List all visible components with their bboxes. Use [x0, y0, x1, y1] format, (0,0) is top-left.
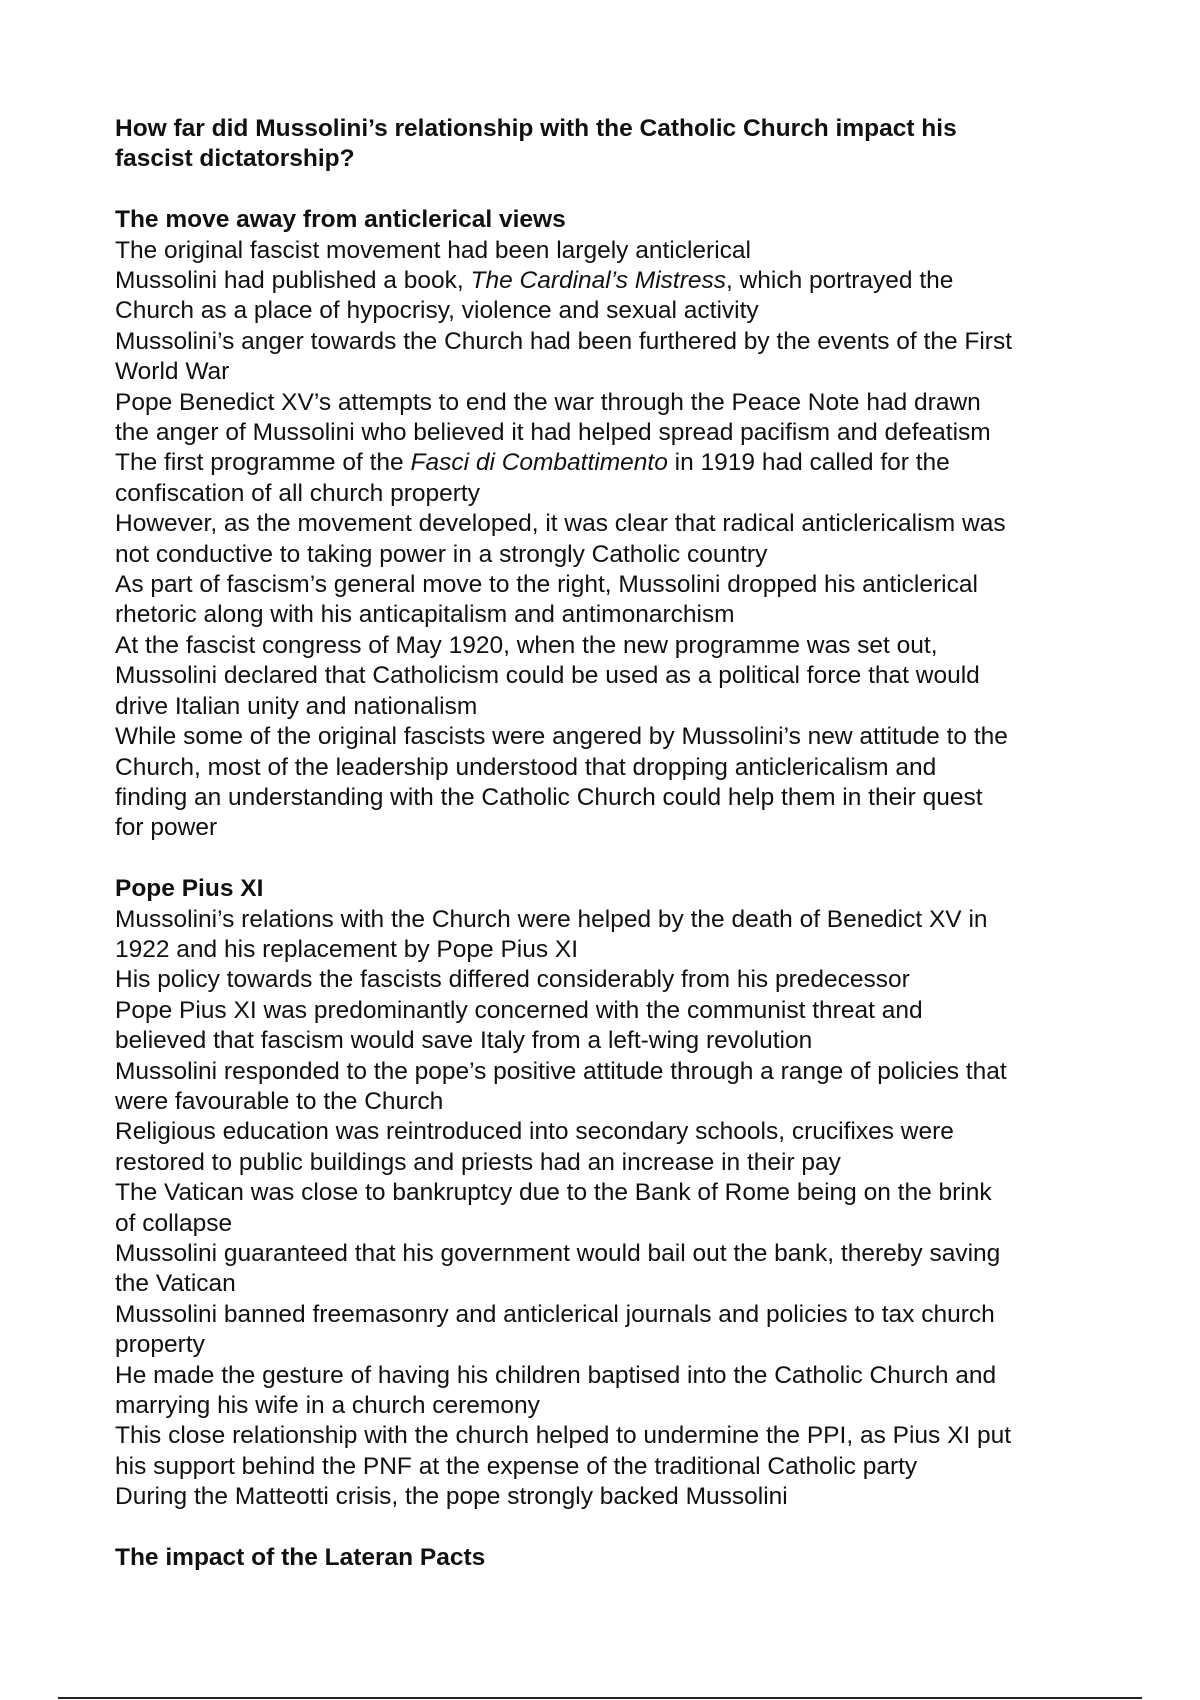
text-line	[115, 1178, 1115, 1208]
paragraph	[115, 1421, 1115, 1482]
text-line	[115, 509, 1115, 539]
text-run: His policy towards the fascists differed considerably from his predecessor	[115, 966, 910, 994]
text-line	[115, 1117, 1115, 1147]
paragraph	[115, 388, 1115, 449]
text-line	[115, 1330, 1115, 1360]
paragraph	[115, 236, 1115, 266]
text-run: Mussolini declared that Catholicism could be used as a political force that would	[115, 662, 980, 690]
text-run: The Vatican was close to bankruptcy due to the Bank of Rome being on the brink	[115, 1179, 992, 1207]
title-line: fascist dictatorship?	[115, 145, 355, 173]
text-line	[115, 1361, 1115, 1391]
text-run: in 1919 had called for the	[667, 449, 950, 477]
text-line	[115, 296, 1115, 326]
text-run: property	[115, 1331, 205, 1359]
text-run: World War	[115, 358, 230, 386]
text-run: Church as a place of hypocrisy, violence and sexual activity	[115, 297, 759, 325]
text-run: of collapse	[115, 1209, 233, 1237]
text-line	[115, 631, 1115, 661]
text-line	[115, 327, 1115, 357]
text-run: Mussolini guaranteed that his government would bail out the bank, thereby saving	[115, 1240, 1001, 1267]
text-run: confiscation of all church property	[115, 479, 480, 507]
text-run: However, as the movement developed, it was clear that radical anticlericalism was	[115, 510, 1006, 538]
text-line	[115, 1239, 1115, 1269]
paragraph	[115, 570, 1115, 631]
text-line	[115, 357, 1115, 387]
paragraph	[115, 1482, 1115, 1512]
text-run: finding an understanding with the Catholic Church could help them in their quest	[115, 783, 983, 811]
text-run: rhetoric along with his anticapitalism and antimonarchism	[115, 601, 735, 629]
text-line	[115, 418, 1115, 448]
paragraph	[115, 965, 1115, 995]
text-line	[115, 753, 1115, 783]
text-line	[115, 1026, 1115, 1056]
text-run: As part of fascism’s general move to the right, Mussolini dropped his anticlerical	[115, 571, 978, 599]
text-run: believed that fascism would save Italy from a left-wing revolution	[115, 1027, 813, 1055]
text-line	[115, 905, 1115, 935]
paragraph	[115, 266, 1115, 327]
text-run: While some of the original fascists were angered by Mussolini’s new attitude to the	[115, 723, 1008, 751]
text-run: the anger of Mussolini who believed it had helped spread pacifism and defeatism	[115, 419, 991, 447]
paragraph	[115, 509, 1115, 570]
section	[115, 205, 1115, 844]
text-run: his support behind the PNF at the expense of the traditional Catholic party	[115, 1452, 918, 1480]
text-run: , which portrayed the	[726, 267, 954, 295]
text-run: for power	[115, 814, 218, 842]
text-run: Religious education was reintroduced into secondary schools, crucifixes were	[115, 1118, 954, 1146]
text-line	[115, 1482, 1115, 1512]
text-run: Mussolini’s relations with the Church were helped by the death of Benedict XV in	[115, 905, 988, 933]
paragraph	[115, 631, 1115, 722]
text-run: Mussolini responded to the pope’s positive attitude through a range of policies that	[115, 1057, 1007, 1085]
text-line	[115, 1421, 1115, 1451]
text-line	[115, 783, 1115, 813]
text-run: He made the gesture of having his children baptised into the Catholic Church and	[115, 1361, 997, 1389]
text-line	[115, 813, 1115, 843]
text-run: During the Matteotti crisis, the pope strongly backed Mussolini	[115, 1483, 788, 1511]
document-body	[115, 205, 1115, 1573]
text-line	[115, 479, 1115, 509]
text-run: Mussolini had published a book,	[115, 267, 471, 295]
text-line	[115, 692, 1115, 722]
text-line	[115, 722, 1115, 752]
page-bottom-rule	[58, 1697, 1142, 1699]
text-line	[115, 935, 1115, 965]
section-heading: Pope Pius XI	[115, 875, 264, 903]
paragraph	[115, 1117, 1115, 1178]
title-line: How far did Mussolini’s relationship with the Catholic Church impact his	[115, 115, 957, 142]
paragraph	[115, 905, 1115, 966]
text-line	[115, 540, 1115, 570]
text-line	[115, 600, 1115, 630]
paragraph	[115, 996, 1115, 1057]
text-line	[115, 1269, 1115, 1299]
text-line	[115, 1057, 1115, 1087]
paragraph	[115, 1057, 1115, 1118]
paragraph	[115, 1361, 1115, 1422]
text-run: The first programme of the	[115, 449, 411, 477]
document-page	[115, 114, 1115, 1573]
text-run: Mussolini banned freemasonry and anticlerical journals and policies to tax church	[115, 1300, 995, 1328]
italic-title: The Cardinal’s Mistress	[470, 267, 726, 295]
text-run: At the fascist congress of May 1920, when the new programme was set out,	[115, 631, 938, 659]
section-heading: The impact of the Lateran Pacts	[115, 1544, 486, 1572]
section	[115, 1543, 1115, 1573]
italic-title: Fasci di Combattimento	[410, 449, 668, 477]
text-run: Pope Pius XI was predominantly concerned with the communist threat and	[115, 996, 923, 1024]
text-line	[115, 1300, 1115, 1330]
text-line	[115, 236, 1115, 266]
text-run: drive Italian unity and nationalism	[115, 692, 478, 720]
text-run: The original fascist movement had been largely anticlerical	[115, 236, 751, 264]
text-line	[115, 448, 1115, 478]
paragraph	[115, 1178, 1115, 1239]
text-line	[115, 266, 1115, 296]
text-line	[115, 1148, 1115, 1178]
text-run: the Vatican	[115, 1270, 236, 1298]
text-line	[115, 1209, 1115, 1239]
paragraph	[115, 327, 1115, 388]
paragraph	[115, 448, 1115, 509]
text-line	[115, 1391, 1115, 1421]
text-line	[115, 661, 1115, 691]
text-run: restored to public buildings and priests had an increase in their pay	[115, 1148, 841, 1176]
text-run: Church, most of the leadership understood that dropping anticlericalism and	[115, 753, 937, 781]
text-line	[115, 388, 1115, 418]
text-run: This close relationship with the church helped to undermine the PPI, as Pius XI put	[115, 1422, 1012, 1450]
text-run: were favourable to the Church	[115, 1087, 444, 1115]
text-line	[115, 1087, 1115, 1117]
text-run: not conductive to taking power in a strongly Catholic country	[115, 540, 768, 568]
text-line	[115, 965, 1115, 995]
paragraph	[115, 1300, 1115, 1361]
text-run: Mussolini’s anger towards the Church had been furthered by the events of the First	[115, 327, 1013, 355]
text-line	[115, 1452, 1115, 1482]
section-heading: The move away from anticlerical views	[115, 206, 566, 234]
text-run: marrying his wife in a church ceremony	[115, 1392, 540, 1420]
paragraph	[115, 1239, 1115, 1300]
paragraph	[115, 722, 1115, 844]
text-line	[115, 570, 1115, 600]
text-line	[115, 996, 1115, 1026]
text-run: Pope Benedict XV’s attempts to end the war through the Peace Note had drawn	[115, 388, 981, 416]
document-title	[115, 114, 1115, 175]
text-run: 1922 and his replacement by Pope Pius XI	[115, 935, 579, 963]
section	[115, 874, 1115, 1513]
